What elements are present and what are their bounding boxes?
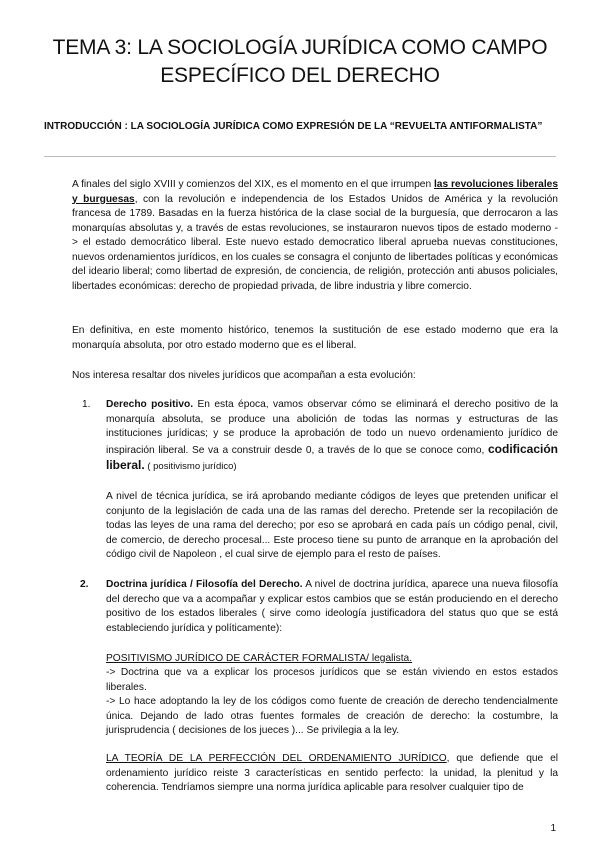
page-number: 1 [550,823,556,834]
teoria-text: , que defiende que el ordenamiento jurídico reiste 3 características en sentido perfecto: la unidad, la plenitud y la coherencia. Tendríamos siempre una norma jurídica aplicable para resolver cualquier tipo de [106,753,558,793]
paragraph-definitiva: En definitiva, en este momento histórico, tenemos la sustitución de ese estado moderno que era la monarquía absoluta, por otro estado moderno que es el liberal. [72,325,558,351]
list-item-doctrina [106,578,558,636]
intro-heading: INTRODUCCIÓN : LA SOCIOLOGÍA JURÍDICA COMO EXPRESIÓN DE LA “REVUELTA ANTIFORMALISTA” [44,121,543,132]
positivismo-line-1: -> Doctrina que va a explicar los procesos jurídicos que se están viviendo en estos estados liberales. [106,667,558,693]
item-text: En esta época, vamos observar cómo se eliminará el derecho positivo de la monarquía absoluta, se produce una abolición de todas las normas y estructuras de las instituciones jurídicas; y se produce la aprobación de todo un nuevo ordenamiento jurídico de inspiración liberal. Se va a construir desde 0, a través de lo que se conoce como, [106,399,559,456]
paragraph-niveles: Nos interesa resaltar dos niveles jurídicos que acompañan a esta evolución: [72,370,416,381]
divider [44,156,556,157]
paragraph-text: A finales del siglo XVIII y comienzos del XIX, es el momento en el que irrumpen [72,179,434,190]
item-title: Doctrina jurídica / Filosofía del Derecho. [106,579,303,590]
teoria-heading: LA TEORÍA DE LA PERFECCIÓN DEL ORDENAMIENTO JURÍDICO [106,753,447,764]
page-title: TEMA 3: LA SOCIOLOGÍA JURÍDICA COMO CAMPO ESPECÍFICO DEL DERECHO [52,36,548,87]
list-item-derecho-positivo [106,398,558,475]
item-note: ( positivismo jurídico) [144,461,237,472]
paragraph-text-cont: , con la revolución e independencia de los Estados Unidos de América y la revolución francesa de 1789. Basadas en la fuerza histórica de la clase social de la burguesía, que derrocaron a las monarquías absolutas y, a través de estas revoluciones, se instauraron nuevos tipos de estado moderno - > el estado democrático liberal. Este nuevo estado democratico liberal aprueba nuevas constituciones, nuevos ordenamientos jurídicos, en los cuales se consagra el conjunto de libertades políticas y económicas del ideario liberal; como libertad de expresión, de conciencia, de religión, protección anti abusos policiales, libertades económicas: derecho de propiedad privada, de libre industria y libre comercio. [72,193,558,292]
paragraph-tecnica-juridica: A nivel de técnica jurídica, se irá aprobando mediante códigos de leyes que pretenden unificar el conjunto de la legislación de cada una de las ramas del derecho. Pretende ser la recopilación de todas las leyes de una rama del derecho; por eso se aprobará en cada país un código penal, civil, de comercio, de derecho procesal... Este proceso tiene su punto de arranque en la aprobación del código civil de Napoleon , el cual sirve de ejemplo para el resto de países. [106,491,558,560]
positivismo-line-2: -> Lo hace adoptando la ley de los códigos como fuente de creación de derecho tendencialmente única. Dejando de lado otras fuentes formales de creación de derecho: la costumbre, la jurisprudencia ( decisiones de los jueces )... Se privilegia a la ley. [106,696,558,736]
list-number-2: 2. [80,579,89,590]
positivismo-heading: POSITIVISMO JURÍDICO DE CARÁCTER FORMALISTA/ legalista. [106,653,413,664]
item-title: Derecho positivo. [106,399,194,410]
revolutions-emphasis: las revoluciones liberales y burguesas [72,179,558,205]
codificacion-emphasis: codificación liberal. [106,441,558,472]
list-number-1: 1. [82,399,91,410]
teoria-perfeccion [106,752,558,796]
paragraph-revolutions [72,178,558,294]
item-text: A nivel de doctrina jurídica, aparece una nueva filosofía del derecho que va a acompañar y explicar estos cambios que se están produciendo en el derecho positivo de los estados liberales ( sirve como ideología justificadora del status quo que se está estableciendo jurídica y políticamente): [106,579,558,634]
